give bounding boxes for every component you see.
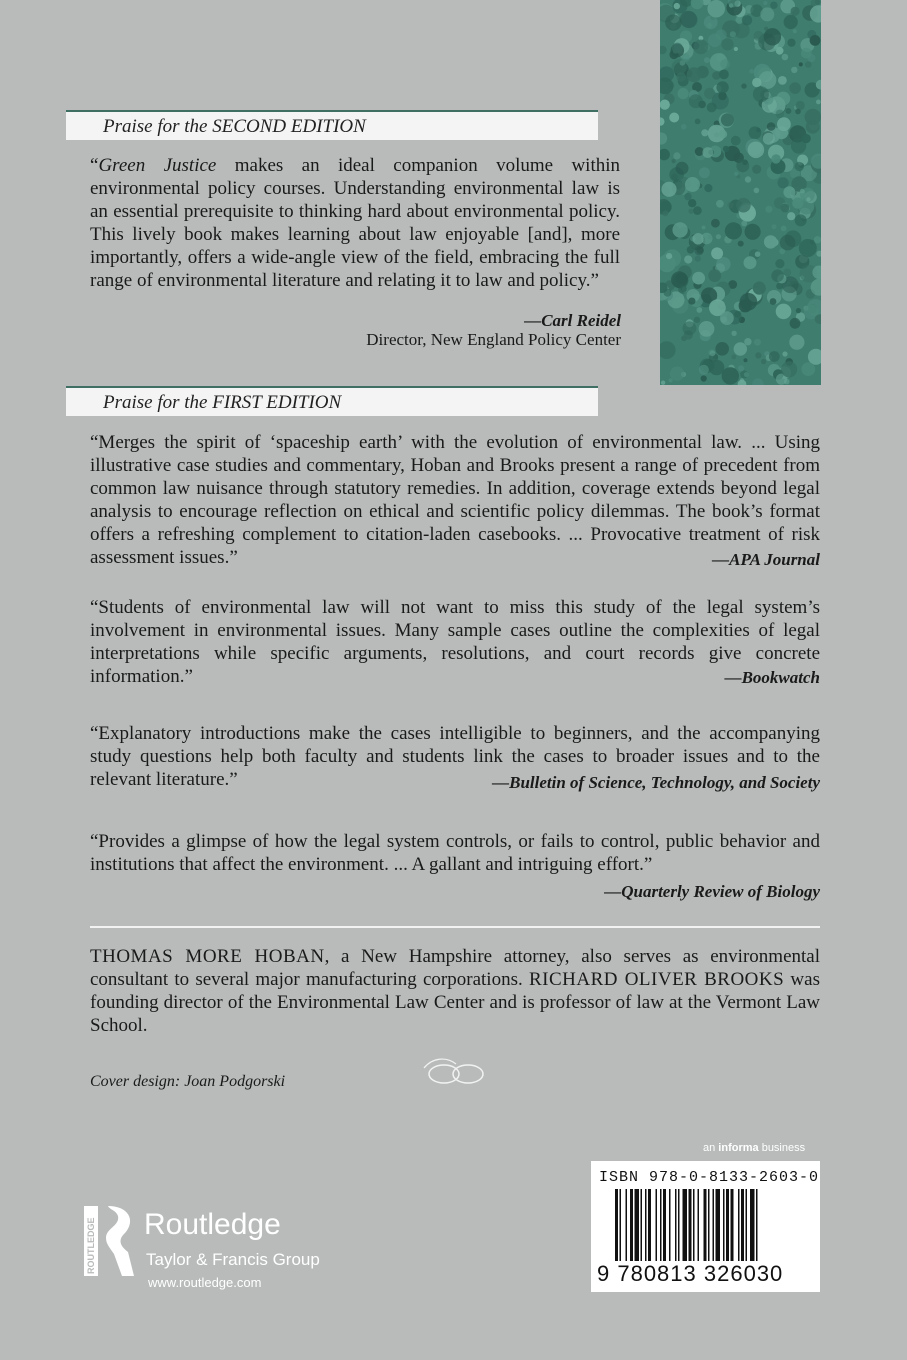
first-edition-quote-1: “Merges the spirit of ‘spaceship earth’ with the evolution of environmental law. ... Using illustrative case studies and commentary, Hoban and Brooks present a range of precedent from common law nuisance through statutory remedies. In addition, coverage extends beyond legal analysis to encourage reflection on ethical and scientific policy dilemmas. The book’s format offers a refreshing complement to citation-laden casebooks. ... Provocative treatment of risk assessment issues.” (90, 432, 820, 568)
publisher-name: Routledge (144, 1208, 281, 1241)
author-name-2: RICHARD OLIVER BROOKS (528, 969, 785, 990)
author-name-1: THOMAS MORE HOBAN (90, 946, 325, 967)
cover-design-credit: Cover design: Joan Podgorski (90, 1073, 286, 1090)
first-edition-source-4: —Quarterly Review of Biology (604, 882, 820, 901)
first-edition-header (66, 386, 598, 416)
first-edition-quote-2: “Students of environmental law will not want to miss this study of the legal system’s involvement in environmental issues. Many sample cases outline the complexities of legal interpretations while specific arguments, resolutions, and court records give concrete information.” (90, 597, 820, 687)
publisher-url: www.routledge.com (148, 1275, 262, 1290)
second-edition-header-text: Praise for the SECOND EDITION (103, 116, 366, 137)
forest-image (660, 0, 821, 385)
informa-tagline: an informa business (703, 1142, 806, 1154)
first-edition-source-3: —Bulletin of Science, Technology, and Society (492, 773, 820, 792)
first-edition-source-2: —Bookwatch (724, 668, 820, 687)
ornament-icon (422, 1054, 492, 1088)
first-edition-source-1: —APA Journal (712, 550, 820, 569)
isbn-barcode (591, 1161, 820, 1292)
routledge-vertical-text: ROUTLEDGE (86, 1217, 96, 1274)
barcode-bars (615, 1189, 805, 1261)
divider (90, 926, 820, 928)
first-edition-header-text: Praise for the FIRST EDITION (103, 392, 342, 413)
barcode-number: 9 780813 326030 (597, 1261, 784, 1286)
second-edition-quote: “Green Justice makes an ideal companion volume within environmental policy courses. Understanding environmental law is an essential prerequisite to thinking hard about environmental policy. This lively book makes learning about law enjoyable [and], more importantly, offers a wide-angle view of the field, embracing the full range of environmental literature and relating it to law and policy.” (90, 155, 621, 291)
author-bio: THOMAS MORE HOBAN, a New Hampshire attorney, also serves as environmental consultant to several major manufacturing corporations. RICHARD OLIVER BROOKS was founding director of the Environmental Law Center and is professor of law at the Vermont Law School. (90, 946, 820, 1036)
second-edition-header (66, 110, 598, 140)
second-edition-attribution-title: Director, New England Policy Center (366, 330, 621, 349)
publisher-group: Taylor & Francis Group (146, 1250, 320, 1269)
second-edition-attribution: —Carl Reidel (524, 311, 621, 330)
routledge-logo-icon (84, 1204, 138, 1278)
first-edition-quote-3: “Explanatory introductions make the cases intelligible to beginners, and the accompanying study questions help both faculty and students link the cases to broader issues and to the relevant literature.” (90, 723, 820, 790)
book-title: Green Justice (98, 155, 217, 176)
isbn-label: ISBN 978-0-8133-2603-0 (599, 1169, 820, 1186)
first-edition-quote-4: “Provides a glimpse of how the legal system controls, or fails to control, public behavior and institutions that affect the environment. ... A gallant and intriguing effort.” (90, 831, 820, 875)
